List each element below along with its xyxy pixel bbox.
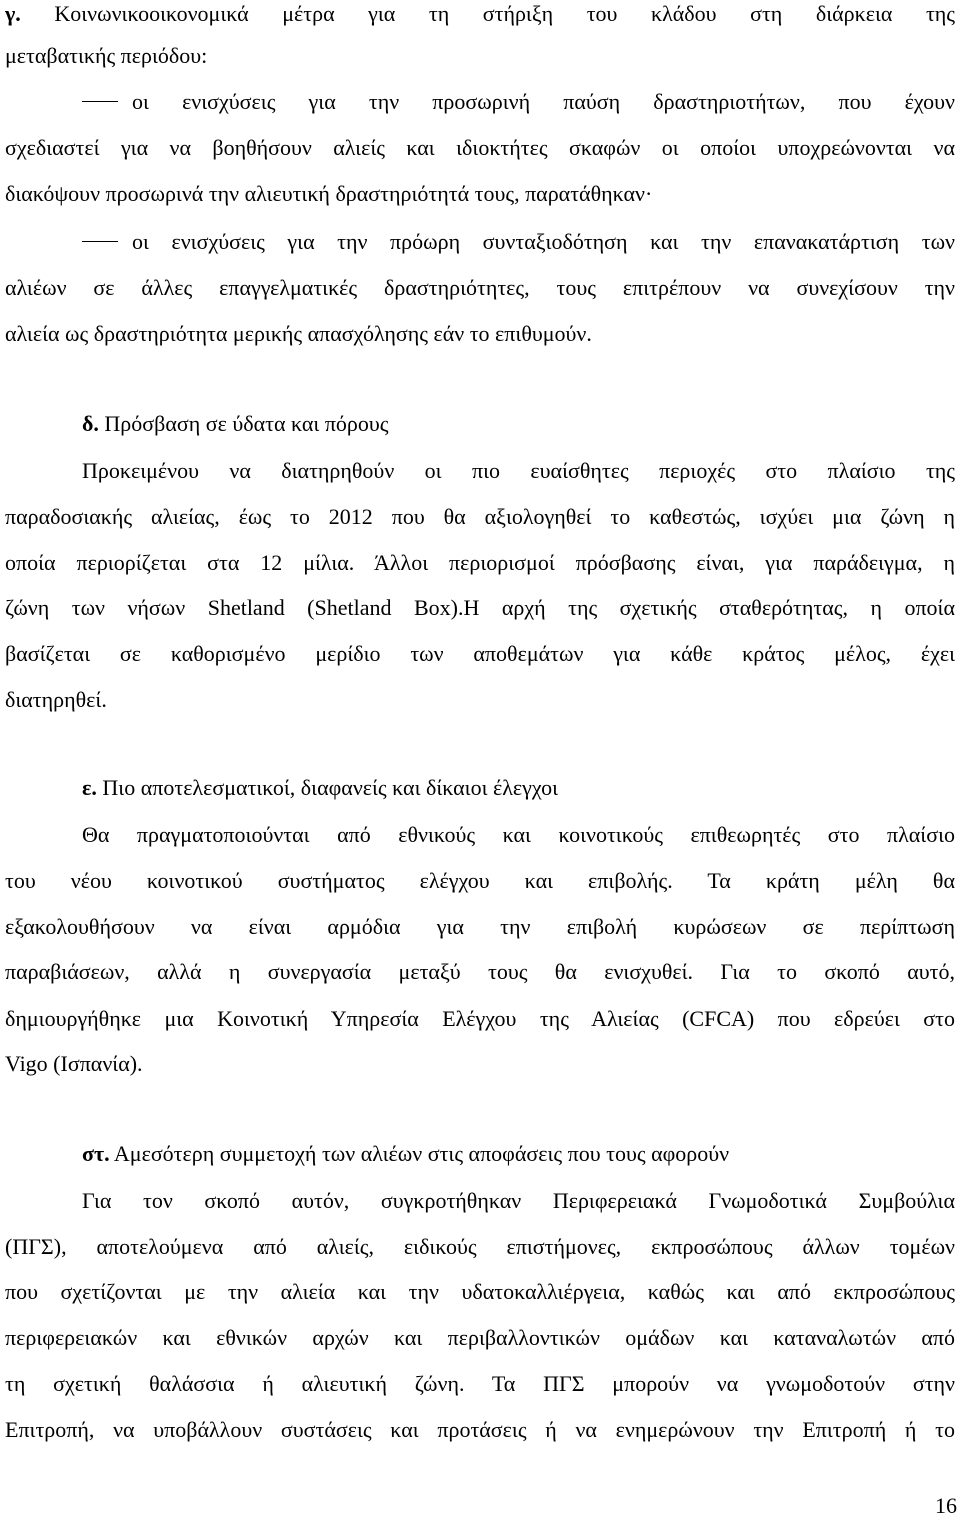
section-d-heading: δ. Πρόσβαση σε ύδατα και πόρους	[82, 411, 389, 436]
section-g-label: γ.	[5, 1, 21, 26]
section-d-line1: Προκειμένου να διατηρηθούν οι πιο ευαίσθητες περιοχές στο πλαίσιο της	[82, 458, 955, 483]
section-d-line6: διατηρηθεί.	[5, 687, 107, 712]
section-e-line2: του νέου κοινοτικού συστήματος ελέγχου και επιβολής. Τα κράτη μέλη θα	[5, 868, 955, 893]
section-st-label: στ.	[82, 1141, 110, 1166]
section-g-heading: Κοινωνικοοικονομικά μέτρα για τη στήριξη του κλάδου στη διάρκεια της	[54, 1, 955, 26]
section-g-bullet1-line1: οι ενισχύσεις για την προσωρινή παύση δραστηριοτήτων, που έχουν	[82, 88, 955, 116]
section-st-line1: Για τον σκοπό αυτόν, συγκροτήθηκαν Περιφερειακά Γνωμοδοτικά Συμβούλια	[82, 1188, 955, 1213]
section-st-line2: (ΠΓΣ), αποτελούμενα από αλιείς, ειδικούς επιστήμονες, εκπροσώπους άλλων τομέων	[5, 1234, 955, 1259]
dash-bullet-icon	[82, 241, 118, 242]
section-g-heading-line2: μεταβατικής περιόδου:	[5, 43, 208, 68]
section-g-heading-line1	[5, 0, 955, 28]
section-g-bullet2-line3: αλιεία ως δραστηριότητα μερικής απασχόλησης εάν το επιθυμούν.	[5, 321, 592, 346]
section-st-line4: περιφερειακών και εθνικών αρχών και περιβαλλοντικών ομάδων και καταναλωτών από	[5, 1325, 955, 1350]
section-g-bullet2-line2: αλιέων σε άλλες επαγγελματικές δραστηριότητες, τους επιτρέπουν να συνεχίσουν την	[5, 275, 955, 300]
section-e-line3: εξακολουθήσουν να είναι αρμόδια για την επιβολή κυρώσεων σε περίπτωση	[5, 914, 955, 939]
section-g-bullet2-line1: οι ενισχύσεις για την πρόωρη συνταξιοδότηση και την επανακατάρτιση των	[82, 228, 955, 256]
section-d-line3: οποία περιορίζεται στα 12 μίλια. Άλλοι περιορισμοί πρόσβασης είναι, για παράδειγμα, η	[5, 550, 955, 575]
section-e-line6: Vigo (Ισπανία).	[5, 1051, 143, 1076]
section-d-line5: βασίζεται σε καθορισμένο μερίδιο των αποθεμάτων για κάθε κράτος μέλος, έχει	[5, 641, 955, 666]
section-e-label: ε.	[82, 775, 97, 800]
section-d-line2: παραδοσιακής αλιείας, έως το 2012 που θα αξιολογηθεί το καθεστώς, ισχύει μια ζώνη η	[5, 504, 955, 529]
page-number: 16	[935, 1493, 957, 1518]
section-g-bullet1-line2: σχεδιαστεί για να βοηθήσουν αλιείς και ιδιοκτήτες σκαφών οι οποίοι υποχρεώνονται να	[5, 135, 955, 160]
section-g-bullet1-line3: διακόψουν προσωρινά την αλιευτική δραστηριότητά τους, παρατάθηκαν·	[5, 181, 653, 206]
section-e-heading: ε. Πιο αποτελεσματικοί, διαφανείς και δίκαιοι έλεγχοι	[82, 775, 559, 800]
section-e-line4: παραβιάσεων, αλλά η συνεργασία μεταξύ τους θα ενισχυθεί. Για το σκοπό αυτό,	[5, 959, 955, 984]
section-d-line4: ζώνη των νήσων Shetland (Shetland Box).Η αρχή της σχετικής σταθερότητας, η οποία	[5, 595, 955, 620]
section-st-heading: στ. Αμεσότερη συμμετοχή των αλιέων στις αποφάσεις που τους αφορούν	[82, 1141, 730, 1166]
section-st-line3: που σχετίζονται με την αλιεία και την υδατοκαλλιέργεια, καθώς και από εκπροσώπους	[5, 1279, 955, 1304]
section-st-line6: Επιτροπή, να υποβάλλουν συστάσεις και προτάσεις ή να ενημερώνουν την Επιτροπή ή το	[5, 1417, 955, 1442]
section-e-line5: δημιουργήθηκε μια Κοινοτική Υπηρεσία Ελέγχου της Αλιείας (CFCA) που εδρεύει στο	[5, 1006, 955, 1031]
section-d-label: δ.	[82, 411, 99, 436]
section-e-line1: Θα πραγματοποιούνται από εθνικούς και κοινοτικούς επιθεωρητές στο πλαίσιο	[82, 822, 955, 847]
section-st-line5: τη σχετική θαλάσσια ή αλιευτική ζώνη. Τα ΠΓΣ μπορούν να γνωμοδοτούν στην	[5, 1371, 955, 1396]
dash-bullet-icon	[82, 101, 118, 102]
